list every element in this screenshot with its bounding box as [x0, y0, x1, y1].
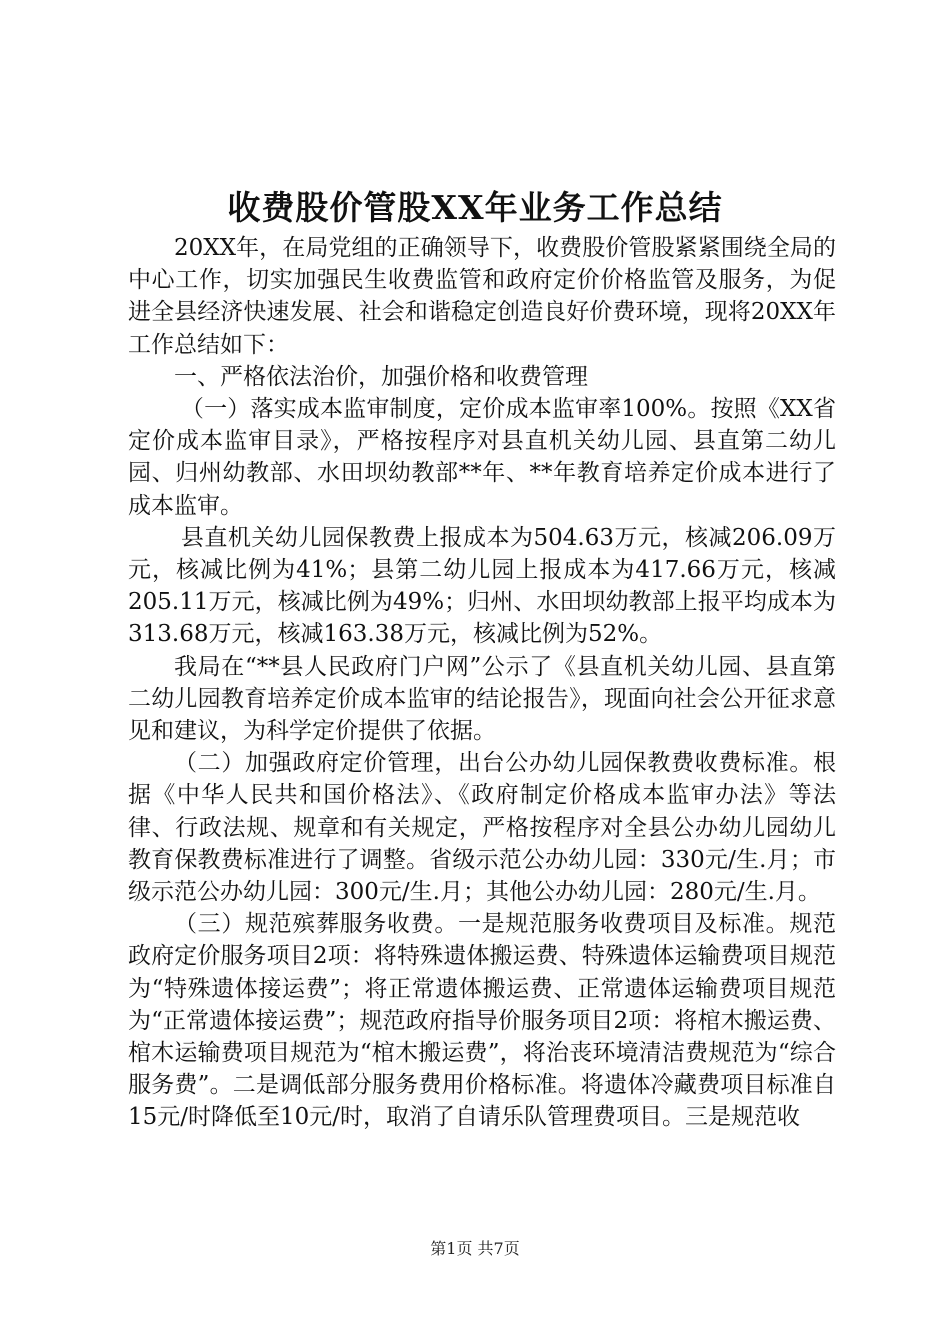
paragraph-pricing-management: （二）加强政府定价管理，出台公办幼儿园保教费收费标准。根据《中华人民共和国价格法》、《政府制定价格成本监审办法》等法律、行政法规、规章和有关规定，严格按程序对全县公办幼儿园幼儿教育保教费标准进行了调整。省级示范公办幼儿园：330元/生.月；市级示范公办幼儿园：300元/生.月；其他公办幼儿园：280元/生.月。	[128, 750, 836, 906]
paragraph-intro: 20XX年，在局党组的正确领导下，收费股价管股紧紧围绕全局的中心工作，切实加强民生收费监管和政府定价价格监管及服务，为促进全县经济快速发展、社会和谐稳定创造良好价费环境，现将20XX年工作总结如下：	[128, 235, 836, 358]
page-footer: 第1页 共7页	[430, 1239, 520, 1258]
paragraph-cost-audit: （一）落实成本监审制度，定价成本监审率100%。按照《XX省定价成本监审目录》，严格按程序对县直机关幼儿园、县直第二幼儿园、归州幼教部、水田坝幼教部**年、**年教育培养定价成本进行了成本监审。	[128, 396, 836, 519]
section-heading-1: 一、严格依法治价，加强价格和收费管理	[174, 363, 588, 390]
document-body	[128, 232, 836, 1134]
paragraph-audit-results: 县直机关幼儿园保教费上报成本为504.63万元，核减206.09万元，核减比例为41%；县第二幼儿园上报成本为417.66万元，核减205.11万元，核减比例为49%；归州、水田坝幼教部上报平均成本为313.68万元，核减163.38万元，核减比例为52%。	[128, 524, 836, 648]
paragraph-publication: 我局在“**县人民政府门户网”公示了《县直机关幼儿园、县直第二幼儿园教育培养定价成本监审的结论报告》，现面向社会公开征求意见和建议，为科学定价提供了依据。	[128, 653, 836, 745]
paragraph-funeral-services: （三）规范殡葬服务收费。一是规范服务收费项目及标准。规范政府定价服务项目2项：将特殊遗体搬运费、特殊遗体运输费项目规范为“特殊遗体接运费”；将正常遗体搬运费、正常遗体运输费项目规范为“正常遗体接运费”；规范政府指导价服务项目2项：将棺木搬运费、棺木运输费项目规范为“棺木搬运费”，将治丧环境清洁费规范为“综合服务费”。二是调低部分服务费用价格标准。将遗体冷藏费项目标准自15元/时降低至10元/时，取消了自请乐队管理费项目。三是规范收	[128, 911, 836, 1131]
document-title: 收费股价管股XX年业务工作总结	[227, 188, 723, 227]
